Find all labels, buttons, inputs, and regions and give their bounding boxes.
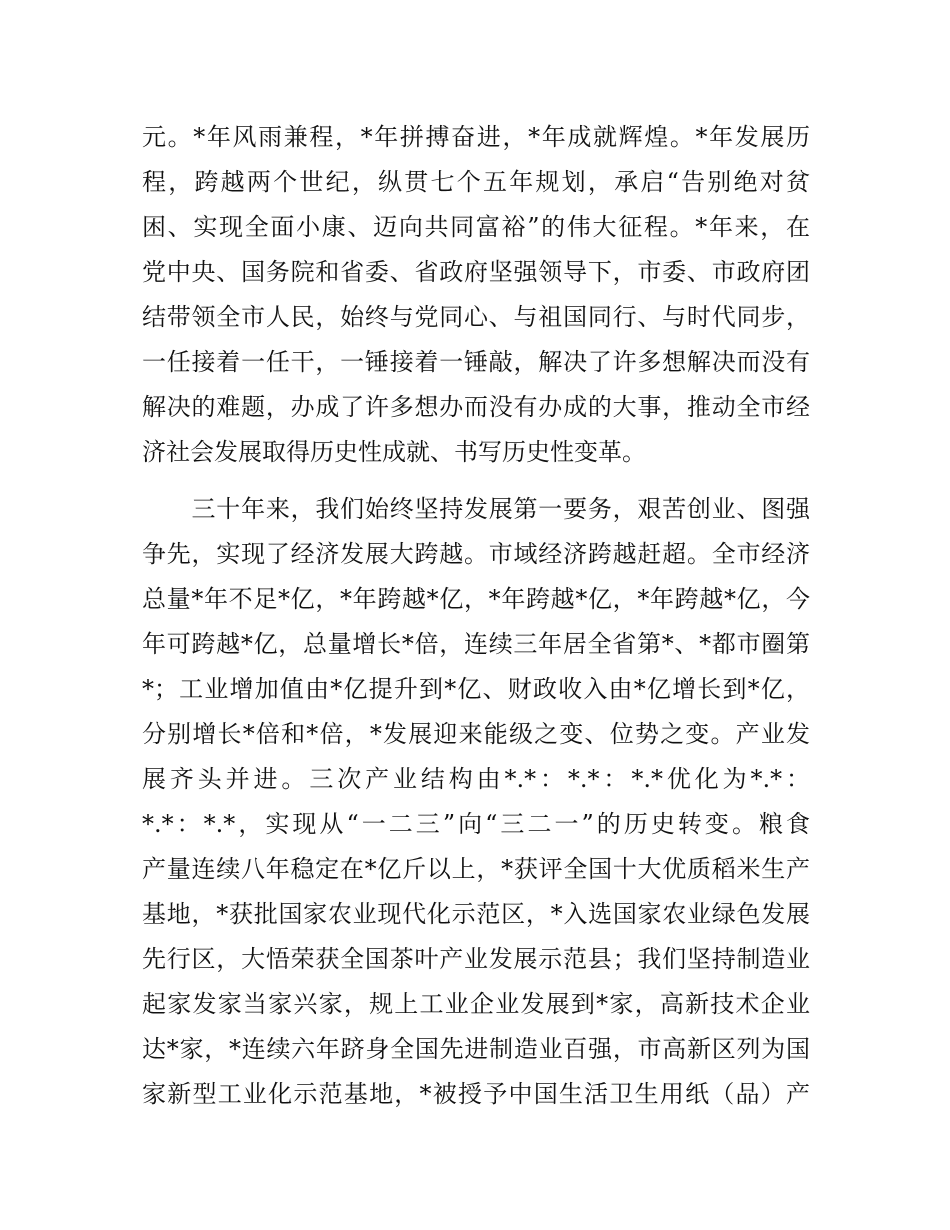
document-body xyxy=(142,115,810,1117)
text-line: 起家发家当家兴家，规上工业企业发展到*家，高新技术企业 xyxy=(142,990,810,1018)
paragraph-spacer xyxy=(142,475,810,487)
text-line: *；工业增加值由*亿提升到*亿、财政收入由*亿增长到*亿， xyxy=(142,675,810,703)
text-line: 分别增长*倍和*倍，*发展迎来能级之变、位势之变。产业发 xyxy=(142,720,810,748)
text-line: 解决的难题，办成了许多想办而没有办成的大事，推动全市经 xyxy=(142,393,810,421)
text-line: 家新型工业化示范基地，*被授予中国生活卫生用纸（品）产 xyxy=(142,1080,810,1108)
text-line: 困、实现全面小康、迈向共同富裕”的伟大征程。*年来，在 xyxy=(142,213,810,241)
text-line: 产量连续八年稳定在*亿斤以上，*获评全国十大优质稻米生产 xyxy=(142,855,810,883)
text-line: 达*家，*连续六年跻身全国先进制造业百强，市高新区列为国 xyxy=(142,1035,810,1063)
text-line: 结带领全市人民，始终与党同心、与祖国同行、与时代同步， xyxy=(142,303,810,331)
text-line: *.*：*.*，实现从“一二三”向“三二一”的历史转变。粮食 xyxy=(142,810,810,838)
text-line: 程，跨越两个世纪，纵贯七个五年规划，承启“告别绝对贫 xyxy=(142,168,810,196)
text-line: 基地，*获批国家农业现代化示范区，*入选国家农业绿色发展 xyxy=(142,900,810,928)
text-line: 总量*年不足*亿，*年跨越*亿，*年跨越*亿，*年跨越*亿，今 xyxy=(142,585,810,613)
text-line: 党中央、国务院和省委、省政府坚强领导下，市委、市政府团 xyxy=(142,258,810,286)
paragraph-2 xyxy=(142,487,810,1117)
text-line: 先行区，大悟荣获全国茶叶产业发展示范县；我们坚持制造业 xyxy=(142,945,810,973)
text-line: 三十年来，我们始终坚持发展第一要务，艰苦创业、图强 xyxy=(142,495,810,523)
paragraph-1 xyxy=(142,115,810,475)
text-line: 济社会发展取得历史性成就、书写历史性变革。 xyxy=(142,438,646,466)
text-line: 一任接着一任干，一锤接着一锤敲，解决了许多想解决而没有 xyxy=(142,348,810,376)
text-line: 年可跨越*亿，总量增长*倍，连续三年居全省第*、*都市圈第 xyxy=(142,630,810,658)
text-line: 元。*年风雨兼程，*年拼搏奋进，*年成就辉煌。*年发展历 xyxy=(142,123,810,151)
text-line: 争先，实现了经济发展大跨越。市域经济跨越赶超。全市经济 xyxy=(142,540,810,568)
text-line: 展齐头并进。三次产业结构由*.*：*.*：*.*优化为*.*： xyxy=(142,765,810,793)
